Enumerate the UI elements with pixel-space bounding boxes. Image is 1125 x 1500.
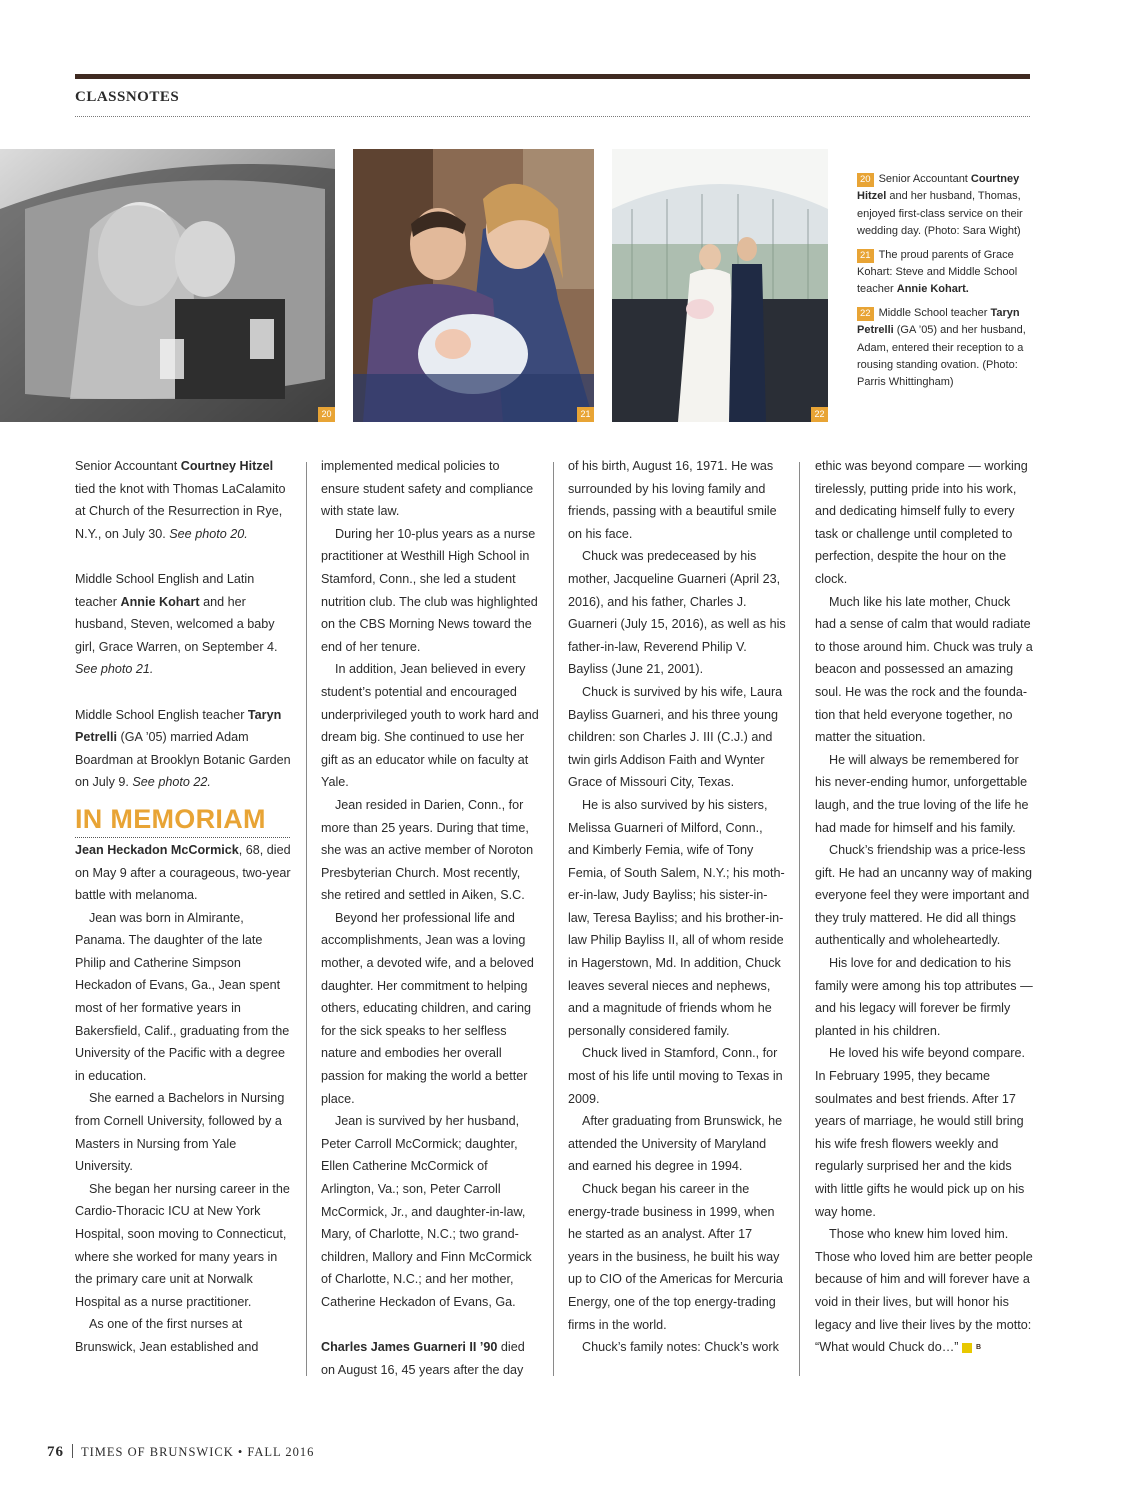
memoriam-divider [75,837,290,838]
text-column-2 [321,455,539,1381]
wedding-car-photo [0,149,335,422]
obituary-mccormick-lead: Jean Heckadon McCormick, 68, died on May 9 after a courageous, two-year battle with melanoma. [75,842,291,903]
caption-21: 21 The proud parents of Grace Kohart: Steve and Middle School teacher Annie Kohart. [857,248,1018,296]
paragraph: In addition, Jean believed in every student’s potential and encouraged underprivileged youth to work hard and dream big. She continued to use her gift as an educator while on faculty at Yale. [321,662,539,790]
paragraph: implemented medical policies to ensure student safety and compliance with state law. [321,459,534,519]
text-column-4 [815,455,1033,1359]
paragraph: As one of the first nurses at Brunswick, Jean established and [75,1317,259,1354]
obituary-guarneri-lead: Charles James Guarneri II ’90 died on August 16, 45 years after the day [321,1340,525,1377]
paragraph: Chuck’s family notes: Chuck’s work [582,1340,779,1355]
paragraph: After graduating from Brunswick, he attended the University of Maryland and earned his degree in 1994. [568,1114,783,1174]
classnote-petrelli: Middle School English teacher Taryn Petrelli (GA ’05) married Adam Boardman at Brooklyn Botanic Garden on July 9. See photo 22. [75,707,291,790]
closing-paragraph: Those who knew him loved him. Those who loved him are better people because of him and will forever have a void in their lives, but will honor his legacy and live their lives by the motto: “What would Chuck do…” B [815,1227,1033,1355]
paragraph: Chuck lived in Stamford, Conn., for most of his life until moving to Texas in 2009. [568,1046,783,1106]
photo-20 [0,149,335,422]
end-mark-icon: B [962,1343,972,1353]
paragraph: She earned a Bachelors in Nursing from Cornell University, followed by a Masters in Nursing from Yale University. [75,1091,285,1174]
classnote-hitzel: Senior Accountant Courtney Hitzel tied the knot with Thomas LaCalamito at Church of the Resurrection in Rye, N.Y., on July 30. See photo 20. [75,459,286,541]
caption-number-badge: 21 [857,249,874,263]
caption-number-badge: 20 [857,173,874,187]
top-rule [75,74,1030,79]
paragraph: His love for and dedication to his family were among his top attributes — and his legacy will forever be firmly planted in his children. [815,956,1033,1038]
paragraph: ethic was beyond compare — working tirelessly, putting pride into his work, and dedicating himself fully to every task or challenge until completed to perfection, despite the hour on the clock. [815,459,1028,586]
publication-name: TIMES OF BRUNSWICK • FALL 2016 [81,1445,315,1459]
paragraph: Much like his late mother, Chuck had a sense of calm that would radiate to those around him. Chuck was truly a beacon and possessed an amazing soul. He was the rock and the founda-tion that held everyone together, no matter the situation. [815,594,1033,745]
text-column-3 [568,455,786,1359]
paragraph: During her 10-plus years as a nurse practitioner at Westhill High School in Stamford, Conn., she led a student nutrition club. The club was highlighted on the CBS Morning News toward the end of her tenure. [321,526,538,654]
caption-number-badge: 22 [857,307,874,321]
text-column-1 [75,455,293,1359]
photo-number-badge: 22 [811,407,828,422]
photo-number-badge: 21 [577,407,594,422]
paragraph: He loved his wife beyond compare. In February 1995, they became soulmates and best friends. After 17 years of marriage, he would still bring his wife fresh flowers weekly and regularly surprised her and the kids with little gifts he would pick up on his way home. [815,1046,1026,1219]
photo-number-badge: 20 [318,407,335,422]
page-footer [47,1444,314,1461]
paragraph: Jean was born in Almirante, Panama. The daughter of the late Philip and Catherine Simpson Heckadon of Evans, Ga., Jean spent most of her formative years in Bakersfield, Calif., graduating from the University of the Pacific with a degree in education. [75,910,290,1083]
family-baby-photo [353,149,594,422]
paragraph: of his birth, August 16, 1971. He was surrounded by his loving family and friends, passing with a beautiful smile on his face. [568,459,777,541]
paragraph: Chuck began his career in the energy-trade business in 1999, when he started as an analyst. After 17 years in the business, he built his way up to CIO of the Americas for Mercuria Energy, one of the top energy-trading firms in the world. [568,1182,783,1332]
footer-separator [72,1444,73,1458]
page-number: 76 [47,1444,64,1460]
photo-captions [857,171,1032,398]
caption-20: 20 Senior Accountant Courtney Hitzel and her husband, Thomas, enjoyed first-class service on their wedding day. (Photo: Sara Wight) [857,173,1023,238]
paragraph: Chuck’s friendship was a price-less gift. He had an uncanny way of making everyone feel they were important and they truly mattered. He did all things authentically and wholeheartedly. [815,843,1033,948]
section-label: CLASSNOTES [75,89,180,105]
photo-22 [612,149,828,422]
column-divider [306,462,307,1376]
paragraph: She began her nursing career in the Cardio-Thoracic ICU at New York Hospital, soon moving to Connecticut, where she worked for many years in the primary care unit at Norwalk Hospital as a nurse practitioner. [75,1181,290,1309]
paragraph: Jean resided in Darien, Conn., for more than 25 years. During that time, she was an active member of Noroton Presbyterian Church. Most recently, she retired and settled in Aiken, S.C. [321,797,534,903]
paragraph: Chuck was predeceased by his mother, Jacqueline Guarneri (April 23, 2016), and his father, Charles J. Guarneri (July 15, 2016), as well as his father-in-law, Reverend Philip V. Bayliss (June 21, 2001). [568,549,786,677]
dotted-divider [75,116,1030,117]
photo-21 [353,149,594,422]
classnote-kohart: Middle School English and Latin teacher Annie Kohart and her husband, Steven, welcomed a baby girl, Grace Warren, on September 4. See photo 21. [75,571,278,677]
column-divider [553,462,554,1376]
paragraph: Chuck is survived by his wife, Laura Bayliss Guarneri, and his three young children: son Charles J. III (C.J.) and twin girls Addison Faith and Wynter Grace of Missouri City, Texas. [568,684,783,790]
in-memoriam-heading: IN MEMORIAM [75,803,266,834]
paragraph: He will always be remembered for his never-ending humor, unforgettable laugh, and the true loving of the life he had made for himself and his family. [815,752,1029,835]
paragraph: Beyond her professional life and accomplishments, Jean was a loving mother, a devoted wife, and a beloved daughter. Her commitment to helping others, educating children, and caring for the sick speaks to her selfless nature and embodies her overall passion for making the world a better place. [321,910,534,1106]
paragraph: Jean is survived by her husband, Peter Carroll McCormick; daughter, Ellen Catherine McCormick of Arlington, Va.; son, Peter Carroll McCormick, Jr., and daughter-in-law, Mary, of Charlotte, N.C.; two grand-children, Mallory and Finn McCormick of Charlotte, N.C.; and her mother, Catherine Heckadon of Evans, Ga. [321,1114,532,1309]
wedding-reception-photo [612,149,828,422]
paragraph: He is also survived by his sisters, Melissa Guarneri of Milford, Conn., and Kimberly Femia, wife of Tony Femia, of South Salem, N.Y.; his moth-er-in-law, Judy Bayliss; his sister-in-law, Teresa Bayliss; and his brother-in-law Philip Bayliss II, all of whom reside in Hagerstown, Md. In addition, Chuck leaves several nieces and nephews, and a magnitude of friends whom he personally considered family. [568,797,785,1038]
column-divider [799,462,800,1376]
caption-22: 22 Middle School teacher Taryn Petrelli (GA ’05) and her husband, Adam, entered their reception to a rousing standing ovation. (Photo: Parris Whittingham) [857,306,1026,389]
